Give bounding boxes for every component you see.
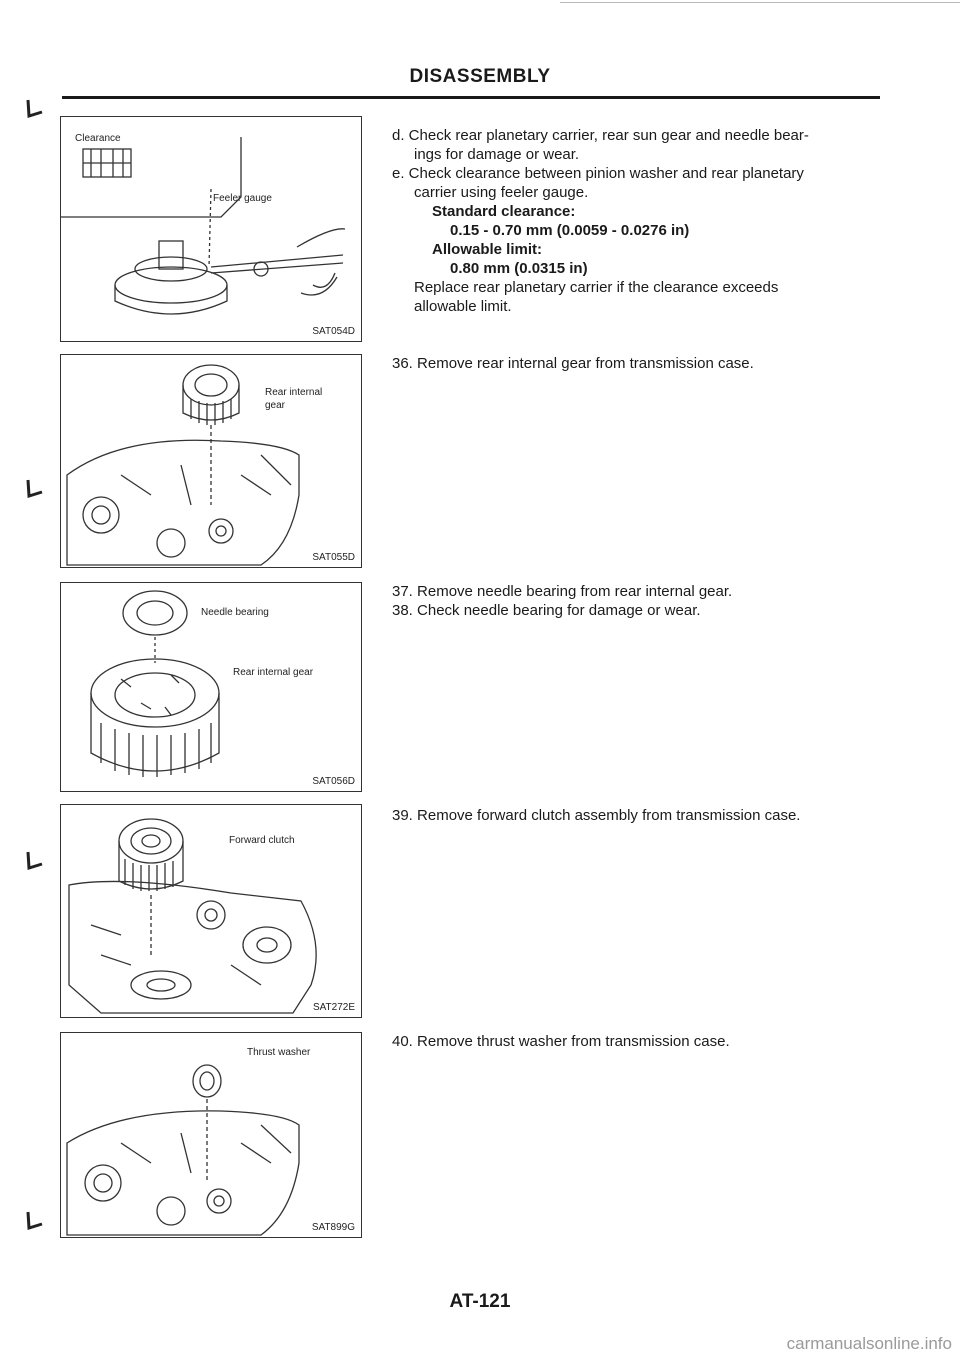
step-text: Replace rear planetary carrier if the clearance exceeds [414, 279, 779, 296]
figure-code: SAT056D [312, 776, 355, 787]
margin-mark-icon [24, 98, 48, 122]
step-text: 36. Remove rear internal gear from transmission case. [392, 355, 754, 372]
step-block-clearance [392, 126, 884, 316]
figure-label: Feeler gauge [213, 193, 272, 204]
forward-clutch-illustration [61, 805, 361, 1017]
figure-label: Forward clutch [229, 835, 295, 846]
step-37-38 [392, 582, 884, 620]
step-text: d. Check rear planetary carrier, rear sun gear and needle bear- [392, 127, 809, 144]
figure-code: SAT054D [312, 326, 355, 337]
top-edge-line [560, 2, 960, 3]
step-text: 38. Check needle bearing for damage or wear. [392, 602, 701, 619]
margin-mark-icon [24, 850, 48, 874]
figure-feeler-gauge [60, 116, 362, 342]
spec-label: Standard clearance: [432, 203, 576, 220]
step-39 [392, 806, 884, 825]
figure-label: Needle bearing [201, 607, 269, 618]
spec-value: 0.15 - 0.70 mm (0.0059 - 0.0276 in) [450, 222, 690, 239]
header-rule [62, 96, 880, 99]
figure-needle-bearing [60, 582, 362, 792]
figure-label: Thrust washer [247, 1047, 311, 1058]
margin-mark-icon [24, 1210, 48, 1234]
step-text: carrier using feeler gauge. [414, 184, 589, 201]
planetary-carrier-illustration [61, 117, 361, 341]
figure-label: Rear internal gear [233, 667, 314, 678]
step-36 [392, 354, 884, 373]
step-text: e. Check clearance between pinion washer and rear planetary [392, 165, 804, 182]
figure-rear-internal-gear [60, 354, 362, 568]
figure-code: SAT272E [312, 1002, 355, 1013]
page-title: DISASSEMBLY [409, 66, 551, 87]
step-40 [392, 1032, 884, 1051]
watermark: carmanualsonline.info [786, 1334, 952, 1353]
figure-forward-clutch [60, 804, 362, 1018]
spec-label: Allowable limit: [432, 241, 543, 258]
figure-thrust-washer [60, 1032, 362, 1238]
figure-code: SAT899G [311, 1222, 355, 1233]
page-number: AT-121 [449, 1291, 511, 1312]
margin-mark-icon [24, 478, 48, 502]
step-text: allowable limit. [414, 298, 512, 315]
step-text: ings for damage or wear. [414, 146, 580, 163]
figure-code: SAT055D [312, 552, 355, 563]
step-text: 39. Remove forward clutch assembly from transmission case. [392, 807, 801, 824]
figure-label: Rear internal [265, 387, 323, 398]
figure-label: gear [265, 400, 286, 411]
step-text: 37. Remove needle bearing from rear internal gear. [392, 583, 733, 600]
thrust-washer-illustration [61, 1033, 361, 1237]
step-text: 40. Remove thrust washer from transmission case. [392, 1033, 730, 1050]
spec-value: 0.80 mm (0.0315 in) [450, 260, 588, 277]
figure-label: Clearance [75, 133, 121, 144]
